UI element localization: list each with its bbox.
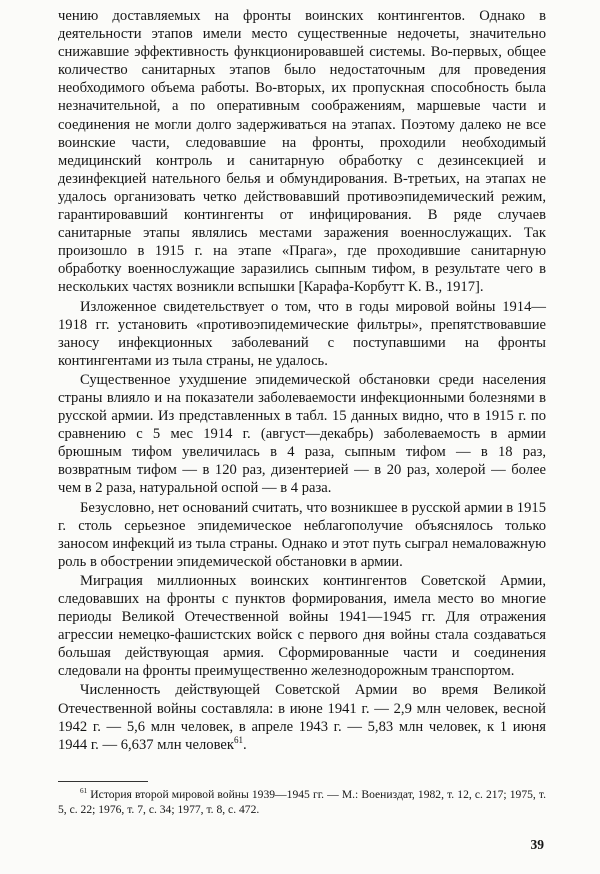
footnote — [58, 788, 546, 817]
paragraph-5: Миграция миллионных воинских контингентов Советской Армии, следовавших на фронты с пунктов формирования, имела место во многие периоды Великой Отечественной войны 1941—1945 гг. Для отражения агрессии немецко-фашистских войск с первого дня войны стала создаваться большая действующая армия. Сформированные части и соединения следовали на фронты преимущественно железнодорожным транспортом. — [58, 572, 546, 680]
footnote-number: 61 — [80, 787, 88, 796]
paragraph-3: Существенное ухудшение эпидемической обстановки среди населения страны влияло и на показатели заболеваемости инфекционными болезнями в русской армии. Из представленных в табл. 15 данных видно, что в 1915 г. по сравнению с 5 мес 1914 г. (август—декабрь) заболеваемость в армии брюшным тифом увеличилась в 4 раза, сыпным тифом — в 18 раз, возвратным тифом — в 120 раз, дизентерией — в 20 раз, холерой — более чем в 2 раза, натуральной оспой — в 4 раза. — [58, 371, 546, 497]
footnote-reference[interactable]: 61 — [233, 734, 243, 745]
footnote-divider — [58, 781, 148, 782]
paragraph-2: Изложенное свидетельствует о том, что в годы мировой войны 1914—1918 гг. установить «противоэпидемические фильтры», препятствовавшие заносу инфекционных заболеваний с поступавшими на фронты контингентами из тыла страны, не удалось. — [58, 298, 546, 369]
paragraph-1: чению доставляемых на фронты воинских контингентов. Однако в деятельности этапов имели место существенные недочеты, значительно снижавшие эффективность функционировавшей системы. Во-первых, общее количество санитарных этапов было недостаточным для проведения необходимого объема работы. Во-вторых, их пропускная способность была незначительной, а по оперативным соображениям, маршевые части и соединения не могли долго задерживаться на этапах. Поэтому далеко не все воинские части, следовавшие на фронты, проходили необходимый медицинский контроль и санитарную обработку с дезинсекцией и дезинфекцией нательного белья и обмундирования. В-третьих, на этапах не удалось организовать четко действовавший противоэпидемический режим, гарантировавший контингенты от инфицирования. В ряде случаев санитарные этапы являлись местами заражения военнослужащих. Так произошло в 1915 г. на этапе «Прага», где проходившие санитарную обработку военнослужащие заразились сыпным тифом, в результате чего в нескольких частях возникли вспышки [Карафа-Корбутт К. В., 1917]. — [58, 8, 546, 296]
footnote-text: История второй мировой войны 1939—1945 гг. — М.: Воениздат, 1982, т. 12, с. 217; 1975, т. 5, с. 22; 1976, т. 7, с. 34; 1977, т. 8, с. 472. — [58, 788, 547, 816]
paragraph-4: Безусловно, нет оснований считать, что возникшее в русской армии в 1915 г. столь серьезное эпидемическое неблагополучие объяснялось только заносом инфекций из тыла страны. Однако и этот путь сыграл немаловажную роль в обострении эпидемической обстановки в армии. — [58, 499, 546, 570]
page-number: 39 — [530, 837, 544, 852]
main-text — [58, 7, 546, 755]
paragraph-6: Численность действующей Советской Армии во время Великой Отечественной войны составляла: в июне 1941 г. — 2,9 млн человек, весной 1942 г. — 5,6 млн человек, в апреле 1943 г. — 5,83 млн человек, к 1 июня 1944 г. — 6,637 млн человек$^{61}$. — [58, 682, 546, 753]
paragraph-6-text: Численность действующей Советской Армии во время Великой Отечественной войны составляла: в июне 1941 г. — 2,9 млн человек, весной 1942 г. — 5,6 млн человек, в апреле 1943 г. — 5,83 млн человек, к 1 июня 1944 г. — 6,637 млн человек — [58, 682, 546, 753]
